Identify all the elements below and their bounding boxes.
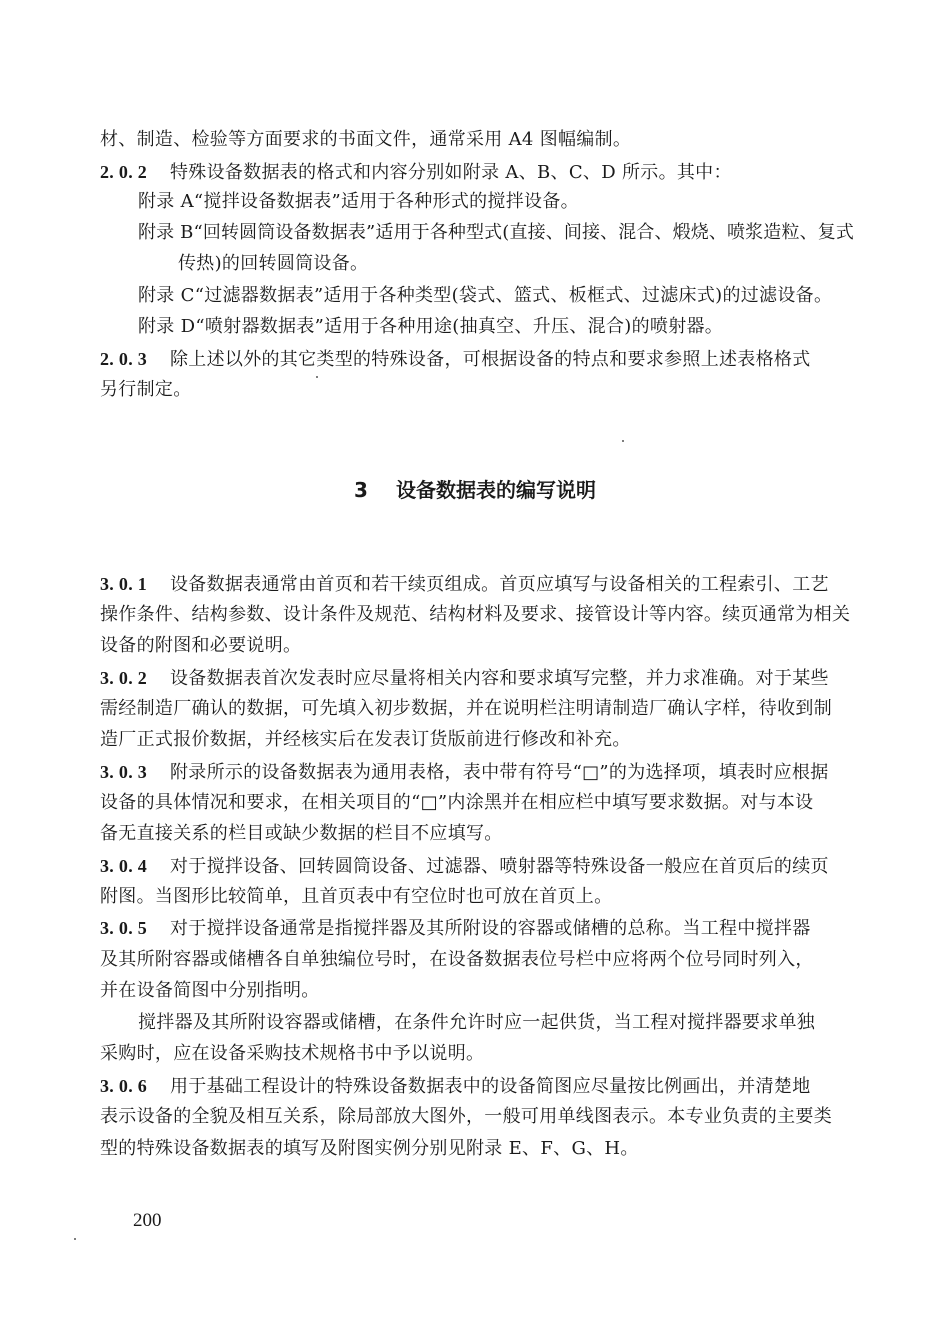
- scan-speck: [316, 376, 318, 378]
- text-line: 备无直接关系的栏目或缺少数据的栏目不应填写。: [100, 823, 503, 844]
- clause-3-0-5: 3. 0. 5 对于搅拌设备通常是指搅拌器及其所附设的容器或储槽的总称。当工程中搅拌器: [100, 918, 811, 939]
- clause-number: 2. 0. 2: [100, 162, 148, 182]
- appendix-b-line: 附录 B“回转圆筒设备数据表”适用于各种型式(直接、间接、混合、煅烧、喷浆造粒、复式: [138, 222, 854, 243]
- scan-speck: [74, 1238, 76, 1240]
- clause-number: 3. 0. 1: [100, 574, 148, 594]
- clause-3-0-2: 3. 0. 2 设备数据表首次发表时应尽量将相关内容和要求填写完整，并力求准确。对于某些: [100, 668, 829, 689]
- clause-3-0-1: 3. 0. 1 设备数据表通常由首页和若干续页组成。首页应填写与设备相关的工程索引、工艺: [100, 574, 829, 595]
- paragraph-line: 搅拌器及其所附设容器或储槽，在条件允许时应一起供货，当工程对搅拌器要求单独: [138, 1012, 816, 1033]
- clause-3-0-3: 3. 0. 3 附录所示的设备数据表为通用表格，表中带有符号“□”的为选择项，填表时应根据: [100, 762, 829, 783]
- clause-3-0-6: 3. 0. 6 用于基础工程设计的特殊设备数据表中的设备简图应尽量按比例画出，并清楚地: [100, 1076, 811, 1097]
- section-title: 设备数据表的编写说明: [395, 478, 596, 502]
- clause-number: 3. 0. 6: [100, 1076, 148, 1096]
- clause-number: 3. 0. 5: [100, 918, 148, 938]
- text-line: 采购时，应在设备采购技术规格书中予以说明。: [100, 1043, 485, 1064]
- clause-number: 3. 0. 4: [100, 856, 148, 876]
- text-line: 并在设备简图中分别指明。: [100, 980, 320, 1001]
- text-line: 材、制造、检验等方面要求的书面文件，通常采用 A4 图幅编制。: [100, 129, 632, 150]
- scan-speck: [622, 440, 624, 442]
- text-line: 另行制定。: [100, 379, 192, 400]
- clause-number: 2. 0. 3: [100, 349, 148, 369]
- text-line: 造厂正式报价数据，并经核实后在发表订货版前进行修改和补充。: [100, 729, 631, 750]
- text-line: 操作条件、结构参数、设计条件及规范、结构材料及要求、接管设计等内容。续页通常为相关: [100, 604, 851, 625]
- section-heading: [0, 474, 950, 503]
- text-line: 需经制造厂确认的数据，可先填入初步数据，并在说明栏注明请制造厂确认字样，待收到制: [100, 698, 832, 719]
- clause-3-0-4: 3. 0. 4 对于搅拌设备、回转圆筒设备、过滤器、喷射器等特殊设备一般应在首页后的续页: [100, 856, 829, 877]
- clause-2-0-3: 2. 0. 3 除上述以外的其它类型的特殊设备，可根据设备的特点和要求参照上述表格格式: [100, 349, 811, 370]
- appendix-d-line: 附录 D“喷射器数据表”适用于各种用途(抽真空、升压、混合)的喷射器。: [138, 316, 724, 337]
- text-line: 及其所附容器或储槽各自单独编位号时，在设备数据表位号栏中应将两个位号同时列入，: [100, 949, 814, 970]
- text-line: 附图。当图形比较简单，且首页表中有空位时也可放在首页上。: [100, 886, 613, 907]
- text-line: 表示设备的全貌及相互关系，除局部放大图外，一般可用单线图表示。本专业负责的主要类: [100, 1106, 832, 1127]
- text-line: 设备的附图和必要说明。: [100, 635, 302, 656]
- page-number: 200: [133, 1210, 162, 1231]
- clause-number: 3. 0. 3: [100, 762, 148, 782]
- text-line: 设备的具体情况和要求，在相关项目的“□”内涂黑并在相应栏中填写要求数据。对与本设: [100, 792, 814, 813]
- appendix-c-line: 附录 C“过滤器数据表”适用于各种类型(袋式、篮式、板框式、过滤床式)的过滤设备。: [138, 285, 833, 306]
- clause-number: 3. 0. 2: [100, 668, 148, 688]
- section-number: 3: [354, 478, 368, 502]
- clause-2-0-2: 2. 0. 2 特殊设备数据表的格式和内容分别如附录 A、B、C、D 所示。其中：: [100, 162, 732, 183]
- appendix-a-line: 附录 A“搅拌设备数据表”适用于各种形式的搅拌设备。: [138, 191, 579, 212]
- appendix-b-line-cont: 传热)的回转圆筒设备。: [178, 253, 369, 274]
- text-line: 型的特殊设备数据表的填写及附图实例分别见附录 E、F、G、H。: [100, 1138, 639, 1159]
